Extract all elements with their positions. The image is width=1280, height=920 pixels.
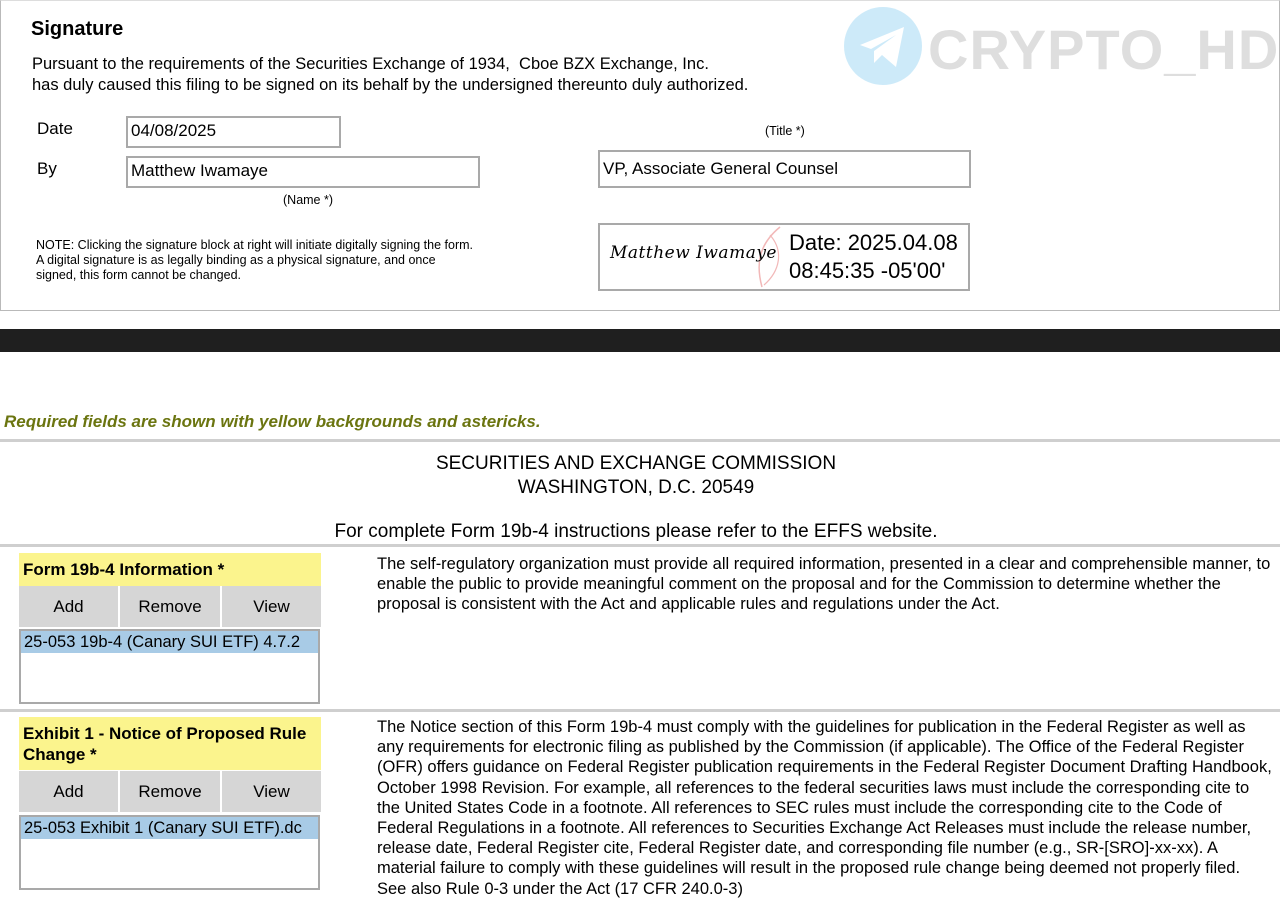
required-fields-note: Required fields are shown with yellow backgrounds and astericks.	[4, 412, 541, 431]
signature-timestamp	[789, 229, 958, 285]
instructions-text: For complete Form 19b-4 instructions please refer to the EFFS website.	[334, 521, 938, 542]
remove-button[interactable]: Remove	[120, 586, 222, 627]
commission-address: WASHINGTON, D.C. 20549	[517, 477, 755, 498]
divider	[0, 544, 1280, 547]
view-button[interactable]: View	[222, 771, 321, 812]
by-label: By	[37, 159, 57, 178]
pursuant-statement	[32, 54, 748, 96]
name-caption: (Name *)	[283, 193, 334, 207]
registrant-name: Cboe BZX Exchange, Inc.	[519, 55, 709, 73]
exhibit-1-description: The Notice section of this Form 19b-4 must comply with the guidelines for publication in the Federal Register as well as any requirements for electronic filing as published by the Commission (if applicable). The Office of the Federal Register (OFR) offers guidance on Federal Register publication requirements in the Federal Register Document Drafting Handbook, October 1998 Revision. For example, all references to the federal securities laws must include the corresponding cite to the United States Code in a footnote. All references to SEC rules must include the corresponding cite to the Code of Federal Regulations in a footnote. All references to Securities Exchange Act Releases must include the release number, release date, Federal Register cite, Federal Register date, and corresponding file number (e.g., SR-[SRO]-xx-xx). A material failure to comply with these guidelines will result in the proposed rule change being deemed not properly filed. See also Rule 0-3 under the Act (17 CFR 240.0-3)	[377, 718, 1272, 898]
divider	[0, 439, 1280, 442]
divider	[0, 709, 1280, 712]
form-19b4-info-title: Form 19b-4 Information *	[19, 553, 321, 586]
title-field[interactable]: VP, Associate General Counsel	[598, 150, 971, 188]
signature-time-line: 08:45:35 -05'00'	[789, 258, 946, 283]
add-button[interactable]: Add	[19, 586, 120, 627]
title-caption: (Title *)	[765, 124, 805, 138]
date-field[interactable]: 04/08/2025	[126, 116, 341, 148]
watermark-text: CRYPTO_HD	[928, 18, 1280, 81]
watermark	[844, 7, 1280, 87]
pursuant-line-2: has duly caused this filing to be signed on its behalf by the undersigned thereunto duly authorized.	[32, 76, 749, 94]
telegram-icon	[844, 7, 922, 85]
digital-signature-block[interactable]	[598, 223, 970, 291]
signature-heading: Signature	[31, 18, 124, 40]
commission-name: SECURITIES AND EXCHANGE COMMISSION	[435, 453, 837, 474]
signature-script: Matthew Iwamaye	[610, 243, 777, 263]
pursuant-line-1: Pursuant to the requirements of the Securities Exchange of 1934,	[32, 55, 510, 73]
view-button[interactable]: View	[222, 586, 321, 627]
exhibit-1-button-row	[19, 771, 321, 812]
exhibit-1-file-list[interactable]	[19, 815, 320, 890]
selected-file[interactable]: 25-053 Exhibit 1 (Canary SUI ETF).dc	[21, 817, 318, 839]
form-19b4-button-row	[19, 586, 321, 627]
signature-note: NOTE: Clicking the signature block at right will initiate digitally signing the form. A digital signature is as legally binding as a physical signature, and once signed, this form cannot be changed.	[36, 238, 473, 282]
date-label: Date	[37, 119, 73, 138]
form-19b4-description: The self-regulatory organization must provide all required information, presented in a clear and comprehensible manner, to enable the public to provide meaningful comment on the proposal and for the Commission to determine whether the proposal is consistent with the Act and applicable rules and regulations under the Act.	[377, 555, 1271, 614]
selected-file[interactable]: 25-053 19b-4 (Canary SUI ETF) 4.7.2	[21, 631, 318, 653]
signature-date-line: Date: 2025.04.08	[789, 230, 958, 255]
add-button[interactable]: Add	[19, 771, 120, 812]
form-19b4-file-list[interactable]	[19, 629, 320, 704]
exhibit-1-title: Exhibit 1 - Notice of Proposed Rule Change *	[19, 717, 321, 770]
remove-button[interactable]: Remove	[120, 771, 222, 812]
signature-panel	[0, 0, 1280, 311]
name-field[interactable]: Matthew Iwamaye	[126, 156, 480, 188]
divider-bar	[0, 329, 1280, 352]
